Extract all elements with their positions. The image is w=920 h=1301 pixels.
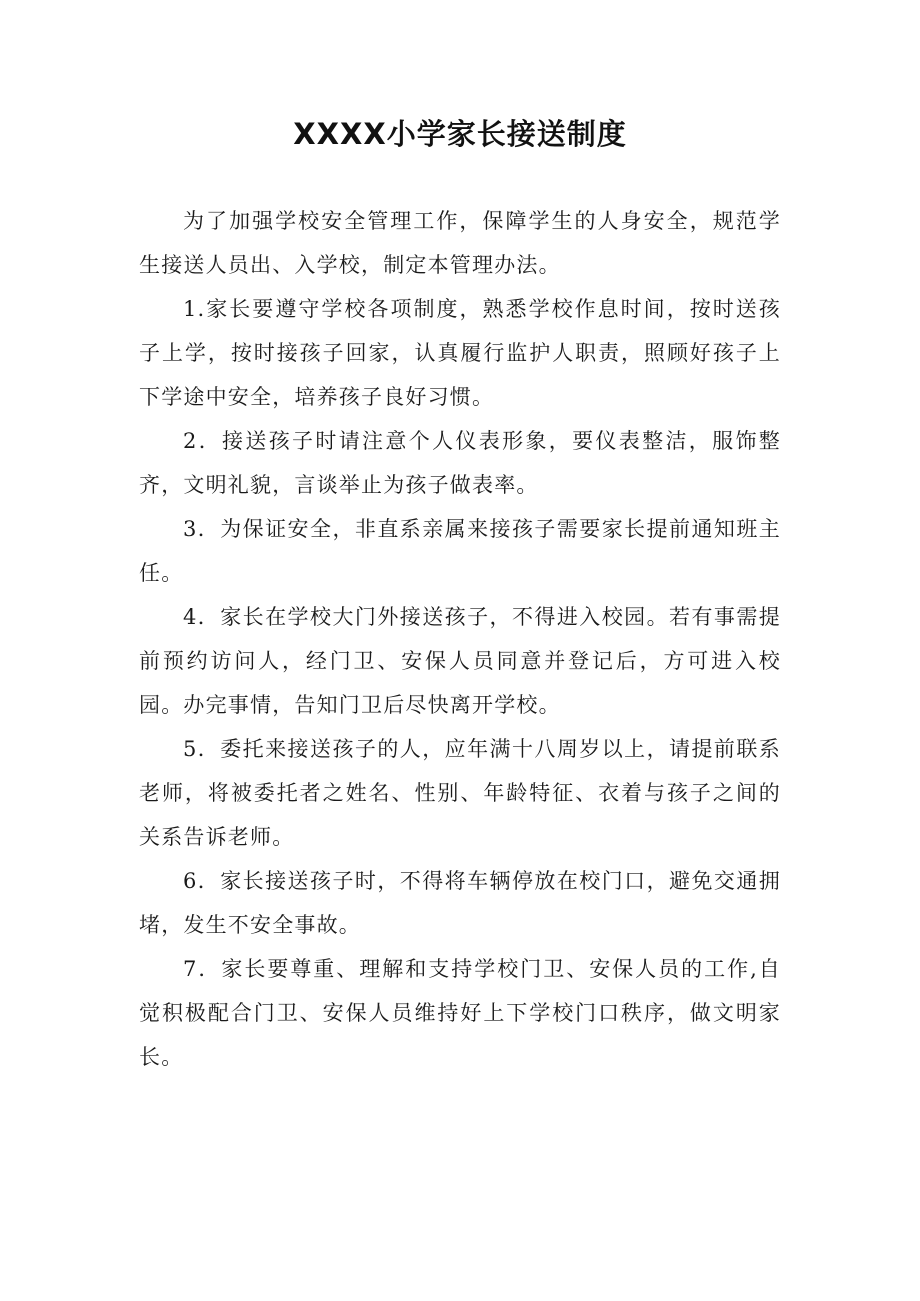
document-body — [139, 199, 781, 1079]
rule-5: 5．委托来接送孩子的人，应年满十八周岁以上，请提前联系老师，将被委托者之姓名、性别、年龄特征、衣着与孩子之间的关系告诉老师。 — [139, 737, 781, 849]
rule-7: 7．家长要尊重、理解和支持学校门卫、安保人员的工作,自觉积极配合门卫、安保人员维持好上下学校门口秩序，做文明家长。 — [139, 957, 781, 1069]
intro-paragraph: 为了加强学校安全管理工作，保障学生的人身安全，规范学生接送人员出、入学校，制定本管理办法。 — [139, 209, 781, 277]
rule-3: 3．为保证安全，非直系亲属来接孩子需要家长提前通知班主任。 — [139, 517, 781, 585]
rule-2: 2．接送孩子时请注意个人仪表形象，要仪表整洁，服饰整齐，文明礼貌，言谈举止为孩子做表率。 — [139, 429, 781, 497]
rule-1: 1.家长要遵守学校各项制度，熟悉学校作息时间，按时送孩子上学，按时接孩子回家，认真履行监护人职责，照顾好孩子上下学途中安全，培养孩子良好习惯。 — [139, 297, 781, 409]
rule-4: 4．家长在学校大门外接送孩子，不得进入校园。若有事需提前预约访问人，经门卫、安保人员同意并登记后，方可进入校园。办完事情，告知门卫后尽快离开学校。 — [139, 605, 781, 717]
document-title: XXXX小学家长接送制度 — [293, 117, 627, 151]
rule-6: 6．家长接送孩子时，不得将车辆停放在校门口，避免交通拥堵，发生不安全事故。 — [139, 869, 781, 937]
